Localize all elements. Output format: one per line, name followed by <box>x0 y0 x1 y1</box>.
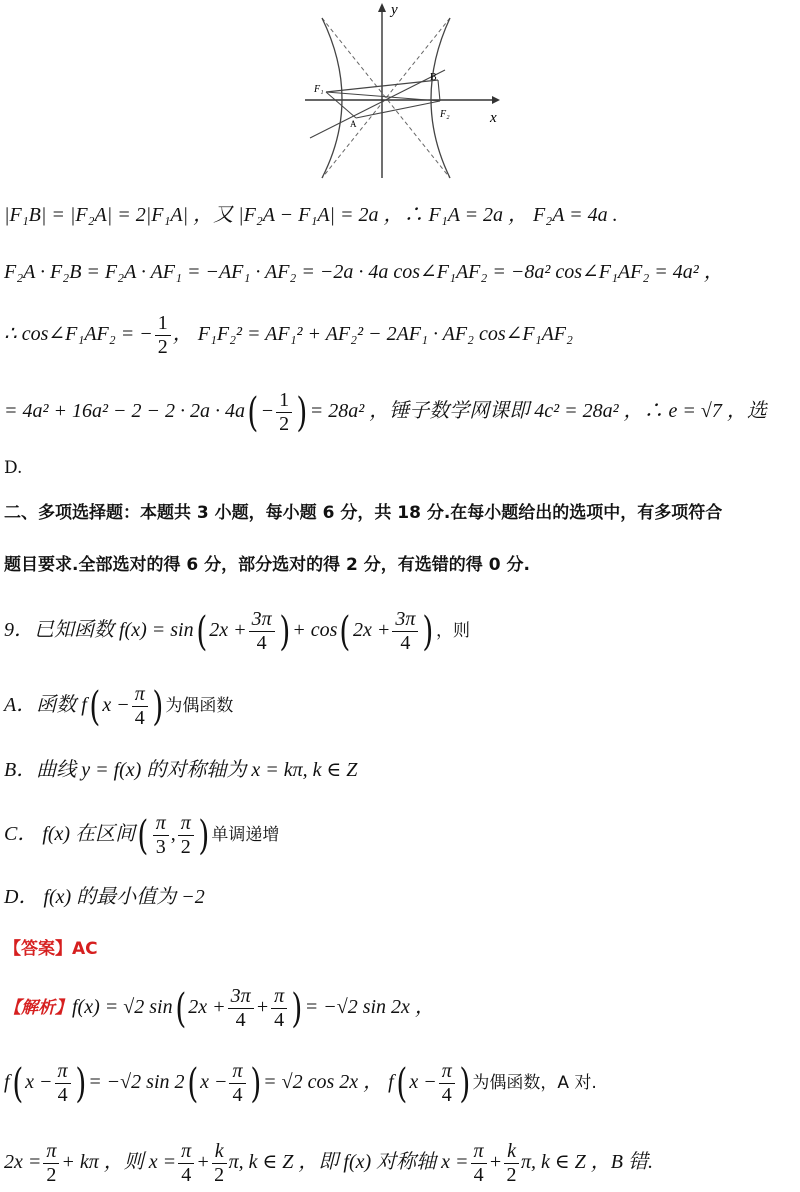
label-f1: F₁ <box>314 84 324 95</box>
sol4-b: = 28a² ，锤子数学网课即 4c² = 28a² ，∴ e = √7 ，选 <box>309 400 767 423</box>
hyperbola-left-branch <box>322 18 342 178</box>
analysis-l3-frac5 <box>504 1140 519 1187</box>
analysis-line-2: f( x − $\frac{\pi}{4}$ ) = −√2 sin 2( x − $\frac{\pi}{4}$ ) = √2 cos 2x ， f( x − $\frac{\pi}{4}$ ) 为偶函数，A 对. <box>4 1060 597 1107</box>
analysis-l1-f2-num: π <box>271 985 287 1009</box>
option-a-frac-num: π <box>132 683 148 707</box>
label-a: A <box>350 119 357 129</box>
q9-stem-in1: 2x + <box>209 619 247 642</box>
label-f2: F₂ <box>440 109 450 120</box>
analysis-l1-f2-den: 4 <box>274 1009 285 1031</box>
analysis-l3-b: + kπ ，则 x = <box>61 1151 177 1174</box>
sol4-frac <box>276 389 292 436</box>
analysis-l2-a: f <box>4 1071 10 1094</box>
option-c-f1-den: 3 <box>155 836 166 858</box>
q9-stem-in2: 2x + <box>352 619 391 642</box>
option-c: C． f(x) 在区间( $\frac{\pi}{3}$ , $\frac{\pi}{2}$ ) 单调递增 <box>4 812 280 859</box>
option-c-frac1 <box>153 812 169 859</box>
section-header-line-1: 二、多项选择题：本题共 3 小题，每小题 6 分，共 18 分.在每小题给出的选项中，有多项符合 <box>4 503 723 523</box>
analysis-l1-in: 2x + <box>188 996 226 1019</box>
option-c-f2-num: π <box>178 812 194 836</box>
analysis-l1-frac1 <box>228 985 254 1032</box>
analysis-l3-f2-num: π <box>178 1140 194 1164</box>
analysis-l1-f1-num: 3π <box>228 985 254 1009</box>
option-c-suffix: 单调递增 <box>211 825 280 846</box>
analysis-l3-c: π, k ∈ Z ，即 f(x) 对称轴 x = <box>228 1151 469 1174</box>
answer-value: AC <box>72 939 98 959</box>
analysis-l2-in3: x − <box>409 1071 437 1094</box>
option-a: A．函数 f( x − $\frac{\pi}{4}$ ) 为偶函数 <box>4 683 234 730</box>
analysis-l2-in1: x − <box>25 1071 53 1094</box>
analysis-l3-a: 2x = <box>4 1151 42 1174</box>
hyperbola-figure <box>300 0 510 180</box>
solution-line-3 <box>4 312 800 359</box>
analysis-l2-f1-den: 4 <box>57 1084 68 1106</box>
q9-frac1-den: 4 <box>256 632 267 654</box>
question-9-stem: 9．已知函数 f(x) = sin( 2x + $\frac{3\pi}{4}$ ) + cos( 2x + $\frac{3\pi}{4}$ ) ，则 <box>4 608 470 655</box>
analysis-l1-b: = −√2 sin 2x ， <box>304 996 435 1019</box>
sol3-frac-num: 1 <box>155 312 171 336</box>
solution-line-5: D. <box>4 458 23 478</box>
analysis-l3-f1-den: 2 <box>46 1164 57 1186</box>
option-c-frac2 <box>178 812 194 859</box>
analysis-l3-frac3 <box>212 1140 227 1187</box>
analysis-l2-f3-num: π <box>439 1060 455 1084</box>
option-c-prefix: C． f(x) 在区间 <box>4 823 136 846</box>
sol3-frac-den: 2 <box>157 336 168 358</box>
analysis-l2-f2-den: 4 <box>232 1084 243 1106</box>
analysis-l3-plus: + <box>196 1151 210 1174</box>
option-c-f2-den: 2 <box>180 836 191 858</box>
analysis-l3-f3-num: k <box>212 1140 227 1164</box>
sol4-a: = 4a² + 16a² − 2 − 2 · 2a · 4a <box>4 400 245 423</box>
analysis-l2-mid2: = √2 cos 2x ， f <box>263 1071 394 1094</box>
analysis-l3-f3-den: 2 <box>214 1164 225 1186</box>
answer-label: 【答案】 <box>4 939 72 959</box>
label-b: B <box>430 72 437 83</box>
analysis-l3-f2-den: 4 <box>181 1164 192 1186</box>
label-y: y <box>391 2 398 18</box>
analysis-l1-a: f(x) = √2 sin <box>72 996 173 1019</box>
analysis-l3-f1-num: π <box>43 1140 59 1164</box>
q9-stem-mid: + cos <box>292 619 338 642</box>
q9-frac2-num: 3π <box>392 608 418 632</box>
solution-line-4: = 4a² + 16a² − 2 − 2 · 2a · 4a( − $\frac{1}{2}$ ) = 28a² ，锤子数学网课即 4c² = 28a² ，∴ e = √7 ，选 <box>4 389 767 436</box>
analysis-l2-mid: = −√2 sin 2 <box>88 1071 185 1094</box>
option-d: D． f(x) 的最小值为 −2 <box>4 886 205 908</box>
sol4-frac-num: 1 <box>276 389 292 413</box>
analysis-l3-frac2 <box>178 1140 194 1187</box>
line-a-f2 <box>356 101 440 118</box>
analysis-line-3 <box>4 1140 800 1187</box>
analysis-l2-end: 为偶函数，A 对. <box>472 1073 597 1094</box>
q9-frac2-den: 4 <box>400 632 411 654</box>
analysis-l1-plus: + <box>255 996 270 1019</box>
analysis-l2-frac3 <box>439 1060 455 1107</box>
option-a-suffix: 为偶函数 <box>165 696 234 717</box>
q9-frac1-num: 3π <box>249 608 275 632</box>
label-x: x <box>490 110 497 126</box>
section-header-line-2: 题目要求.全部选对的得 6 分，部分选对的得 2 分，有选错的得 0 分. <box>4 555 530 575</box>
analysis-l3-frac4 <box>471 1140 487 1187</box>
option-c-f1-num: π <box>153 812 169 836</box>
analysis-l3-f4-num: π <box>471 1140 487 1164</box>
q9-stem-frac2 <box>392 608 418 655</box>
analysis-l3-f4-den: 4 <box>473 1164 484 1186</box>
sol3-a: ∴ cos∠F₁AF₂ = − <box>4 323 153 346</box>
option-a-prefix: A．函数 f <box>4 694 87 717</box>
analysis-l2-f2-num: π <box>229 1060 245 1084</box>
q9-stem-a: 9．已知函数 f(x) = sin <box>4 619 194 642</box>
q9-stem-end: ，则 <box>436 621 470 642</box>
analysis-l2-in2: x − <box>200 1071 228 1094</box>
hyperbola-right-branch <box>431 18 450 178</box>
line-b-f2 <box>438 80 440 101</box>
option-a-frac <box>132 683 148 730</box>
analysis-l2-f3-den: 4 <box>441 1084 452 1106</box>
solution-line-1: |F₁B| = |F₂A| = 2|F₁A| ，又 |F₂A − F₁A| = 2a ，∴ F₁A = 2a ， F₂A = 4a . <box>4 204 618 226</box>
analysis-l1-frac2 <box>271 985 287 1032</box>
analysis-l3-end: π, k ∈ Z ，B 错. <box>520 1151 654 1174</box>
sol3-frac <box>155 312 171 359</box>
sol4-sign: − <box>260 400 275 423</box>
analysis-l3-frac1 <box>43 1140 59 1187</box>
analysis-l3-f5-den: 2 <box>506 1164 517 1186</box>
q9-stem-frac1 <box>249 608 275 655</box>
answer-line <box>4 939 800 958</box>
analysis-label: 【解析】 <box>4 998 72 1019</box>
analysis-l1-f1-den: 4 <box>235 1009 246 1031</box>
x-axis-arrow <box>492 96 500 104</box>
analysis-l3-f5-num: k <box>504 1140 519 1164</box>
sol4-frac-den: 2 <box>279 413 290 435</box>
analysis-l2-f1-num: π <box>55 1060 71 1084</box>
analysis-line-1: 【解析】f(x) = √2 sin( 2x + $\frac{3\pi}{4}$ + $\frac{\pi}{4}$ ) = −√2 sin 2x ， <box>4 985 435 1032</box>
sol3-b: ， F₁F₂² = AF₁² + AF₂² − 2AF₁ · AF₂ cos∠F₁AF₂ <box>172 323 573 346</box>
option-b: B．曲线 y = f(x) 的对称轴为 x = kπ, k ∈ Z <box>4 759 358 781</box>
y-axis-arrow <box>378 3 386 12</box>
option-a-inner: x − <box>102 694 130 717</box>
analysis-l3-plus2: + <box>488 1151 503 1174</box>
analysis-l2-frac2 <box>229 1060 245 1107</box>
solution-line-2: F₂A · F₂B = F₂A · AF₁ = −AF₁ · AF₂ = −2a · 4a cos∠F₁AF₂ = −8a² cos∠F₁AF₂ = 4a² ， <box>4 261 724 283</box>
analysis-l2-frac1 <box>55 1060 71 1107</box>
option-a-frac-den: 4 <box>134 707 145 729</box>
